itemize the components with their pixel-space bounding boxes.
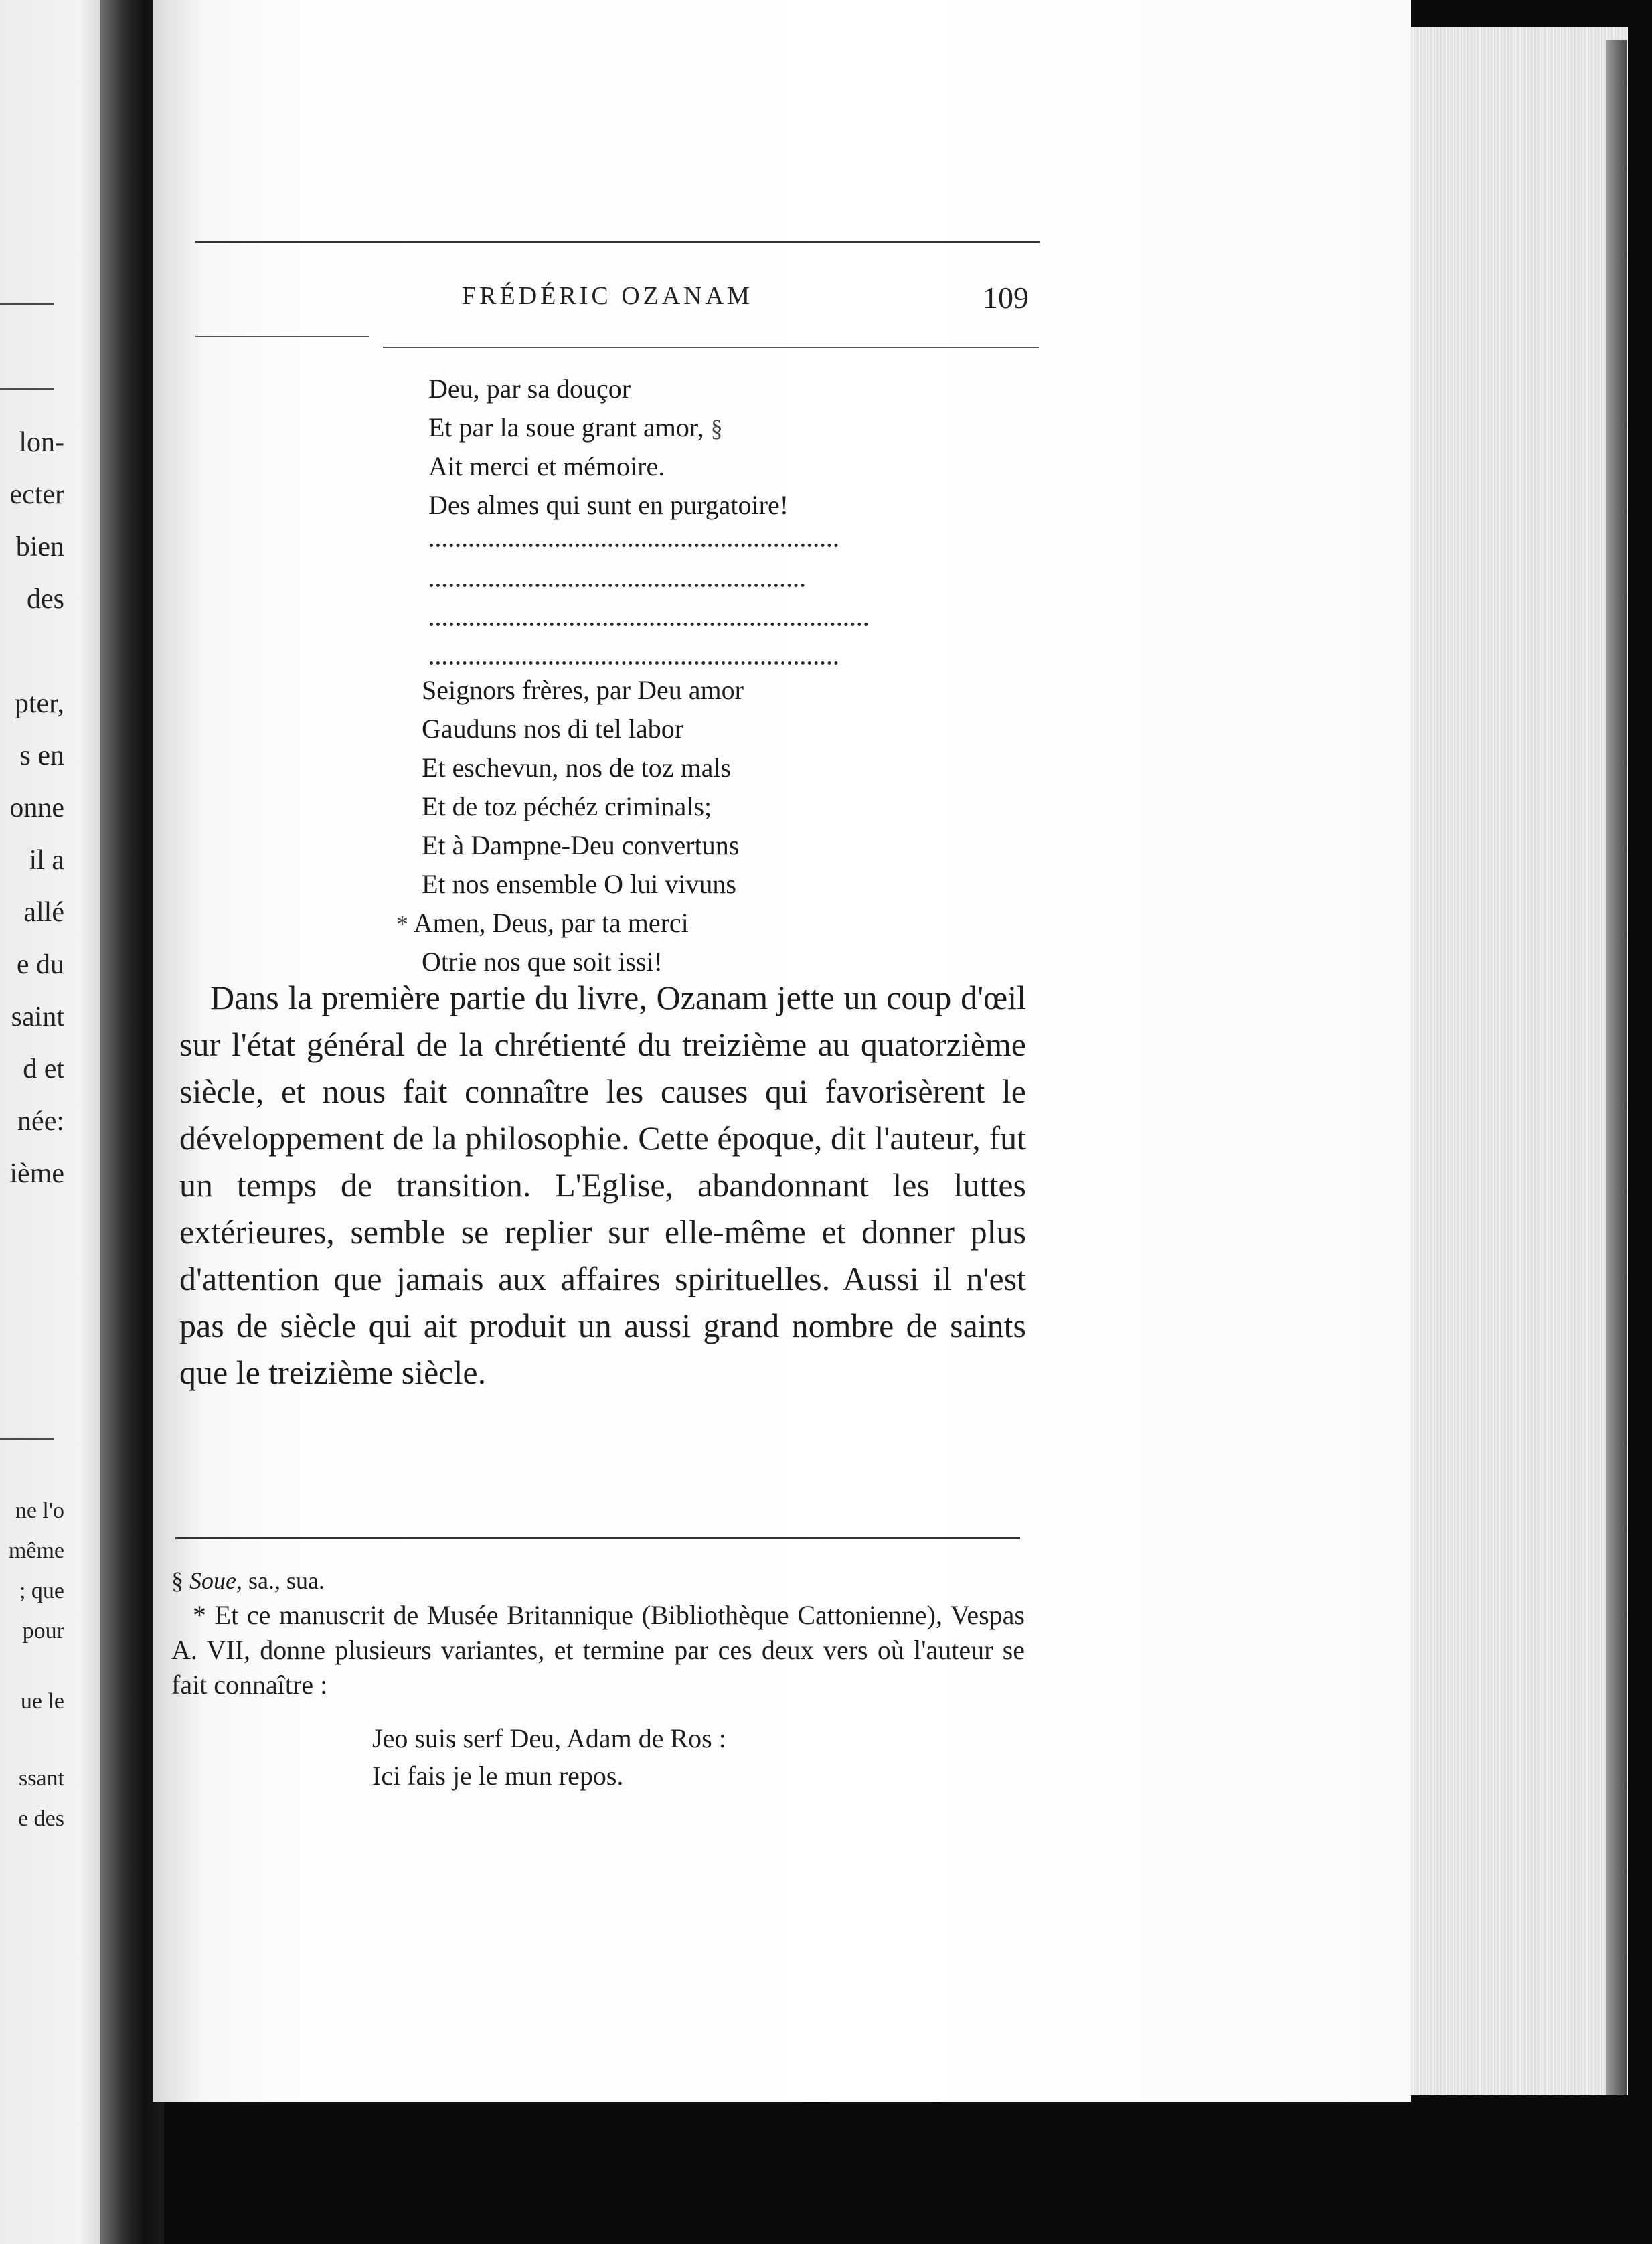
verse-line: Seignors frères, par Deu amor: [422, 675, 744, 705]
facing-fragment: ne l'o: [15, 1498, 64, 1523]
facing-fragment: allé: [23, 897, 64, 928]
verse-line: Et par la soue grant amor, §: [428, 412, 723, 443]
verse-block-bottom: [396, 671, 744, 981]
facing-page-rule: [0, 1438, 54, 1440]
facing-fragment: bien: [15, 532, 64, 562]
page-number: 109: [983, 280, 1029, 315]
footnote-text: Et ce manuscrit de Musée Britannique (Bibliothèque Cattonienne), Vespas A. VII, donne plusieurs variantes, et termine par ces deux vers où l'auteur se fait connaître :: [171, 1600, 1025, 1700]
footnote-2: [171, 1598, 1025, 1702]
body-paragraph: Dans la première partie du livre, Ozanam jette un coup d'œil sur l'état général de la chrétienté du treizième au quatorzième siècle, et nous fait connaître les causes qui favorisèrent le développement de la philosophie. Cette époque, dit l'auteur, fut un temps de transition. L'Eglise, abandonnant les luttes extérieures, semble se replier sur elle-même et donner plus d'attention que jamais aux affaires spirituelles. Aussi il n'est pas de siècle qui ait produit un aussi grand nombre de saints que le treizième siècle.: [179, 979, 1026, 1391]
verse-line: Deu, par sa douçor: [428, 374, 631, 404]
facing-fragment: s en: [19, 740, 64, 771]
verse-line: Ici fais je le mun repos.: [372, 1761, 624, 1791]
facing-fragment: saint: [11, 1001, 64, 1032]
header-bottom-rule-right: [383, 347, 1039, 348]
header-bottom-rule-left: [195, 336, 369, 337]
verse-line: Et à Dampne-Deu convertuns: [422, 830, 740, 860]
ellipsis-line: [430, 544, 838, 554]
footnote-verse: [171, 1720, 1025, 1795]
facing-fragment: ecter: [9, 479, 64, 510]
facing-fragment: e du: [16, 949, 64, 980]
facing-fragment: e des: [18, 1806, 64, 1831]
ellipsis-line: [430, 584, 805, 594]
footnote-marker: *: [396, 910, 408, 937]
page-edges-shadow: [1606, 40, 1627, 2095]
facing-fragment: ssant: [19, 1766, 64, 1791]
facing-fragment: des: [27, 584, 64, 615]
verse-line: Et eschevun, nos de toz mals: [422, 752, 732, 783]
facing-fragment: d et: [23, 1054, 64, 1085]
facing-fragment: onne: [9, 793, 64, 823]
footnote-term: Soue: [189, 1567, 236, 1594]
verse-line: Gauduns nos di tel labor: [422, 714, 684, 744]
footnote-marker: §: [171, 1567, 183, 1594]
facing-fragment: ; que: [19, 1579, 64, 1603]
footnote-marker: *: [193, 1600, 206, 1630]
verse-line: Et de toz péchéz criminals;: [422, 791, 712, 821]
verse-line: Otrie nos que soit issi!: [422, 947, 663, 977]
header-top-rule: [195, 241, 1040, 243]
footnotes: [171, 1563, 1025, 1795]
facing-fragment: née:: [17, 1106, 64, 1137]
footnote-marker: §: [710, 415, 723, 442]
ellipsis-line: [430, 661, 838, 671]
verse-line: Des almes qui sunt en purgatoire!: [428, 490, 789, 520]
verse-line: Ait merci et mémoire.: [428, 451, 665, 481]
verse-line: * Amen, Deus, par ta merci: [396, 908, 689, 938]
ellipsis-line: [430, 623, 868, 633]
verse-block-top: [428, 370, 789, 525]
running-head-title: FRÉDÉRIC OZANAM: [462, 282, 753, 310]
facing-page-rule: [0, 303, 54, 305]
verse-line: Et nos ensemble O lui vivuns: [422, 869, 736, 899]
facing-fragment: lon-: [19, 427, 64, 458]
facing-fragment: même: [8, 1538, 64, 1563]
facing-fragment: pter,: [14, 688, 64, 719]
footnote-separator: [175, 1537, 1020, 1539]
facing-page-rule: [0, 388, 54, 390]
verse-line: Jeo suis serf Deu, Adam de Ros :: [372, 1723, 726, 1753]
facing-fragment: ième: [9, 1158, 64, 1189]
facing-fragment: pour: [22, 1619, 64, 1644]
footnote-text: , sa., sua.: [236, 1567, 325, 1594]
facing-fragment: ue le: [20, 1689, 64, 1714]
footnote-1: [171, 1563, 1025, 1598]
facing-fragment: il a: [29, 845, 64, 876]
